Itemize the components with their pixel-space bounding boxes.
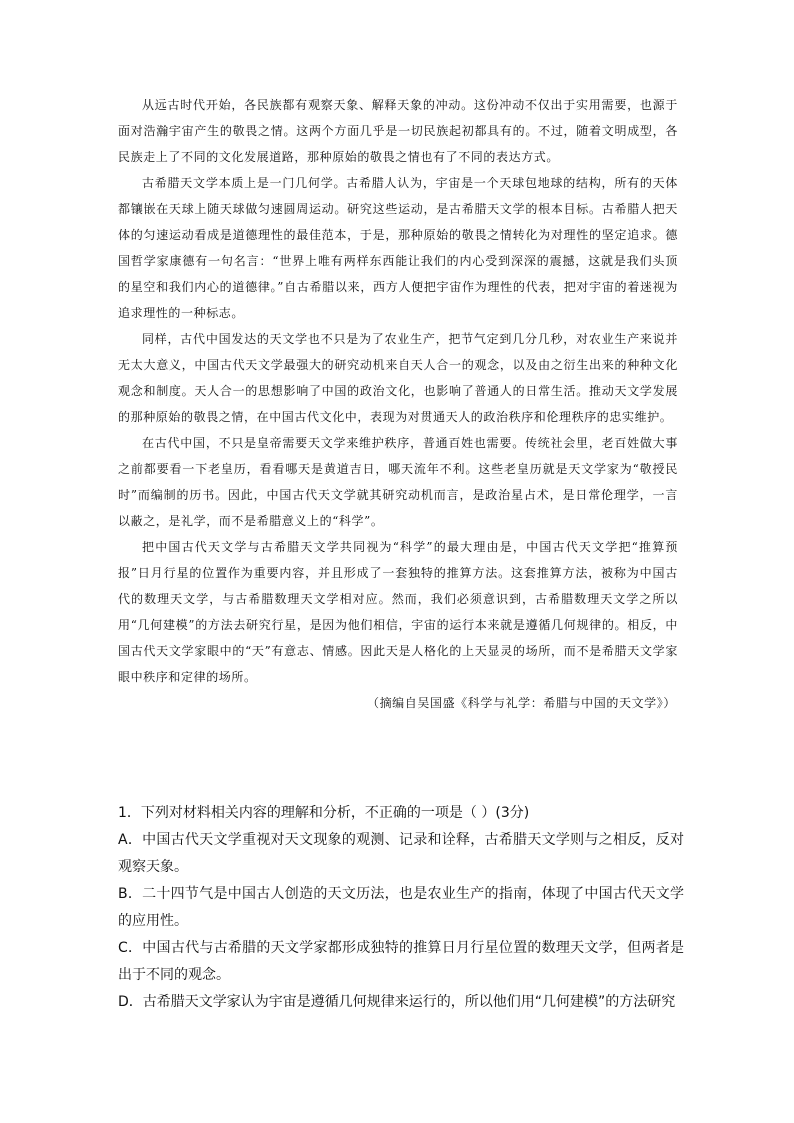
passage-paragraph-4: 在古代中国，不只是皇帝需要天文学来维护秩序，普通百姓也需要。传统社会里，老百姓做大事之前都要看一下老皇历，看看哪天是黄道吉日，哪天流年不利。这些老皇历就是天文学家为“敬授民时”而编制的历书。因此，中国古代天文学就其研究动机而言，是政治星占术，是日常伦理学，一言以蔽之，是礼学，而不是希腊意义上的“科学”。	[118, 436, 678, 528]
question-stem: 1．下列对材料相关内容的理解和分析，不正确的一项是（ ）(3分)	[118, 805, 530, 821]
passage-paragraph-5: 把中国古代天文学与古希腊天文学共同视为“科学”的最大理由是，中国古代天文学把“推算预报”日月行星的位置作为重要内容，并且形成了一套独特的推算方法。这套推算方法，被称为中国古代的数理天文学，与古希腊数理天文学相对应。然而，我们必须意识到，古希腊数理天文学之所以用“几何建模”的方法去研究行星，是因为他们相信，宇宙的运行本来就是遵循几何规律的。相反，中国古代天文学家眼中的“天”有意志、情感。因此天是人格化的上天显灵的场所，而不是希腊天文学家眼中秩序和定律的场所。	[118, 540, 678, 684]
option-d: D．古希腊天文学家认为宇宙是遵循几何规律来运行的，所以他们用“几何建模”的方法研究	[118, 994, 676, 1010]
option-c: C．中国古代与古希腊的天文学家都形成独特的推算日月行星位置的数理天文学，但两者是出于不同的观念。	[118, 940, 684, 983]
option-a: A．中国古代天文学重视对天文现象的观测、记录和诠释，古希腊天文学则与之相反，反对观察天象。	[118, 832, 684, 875]
question-block	[118, 800, 684, 1016]
reading-passage	[118, 92, 678, 716]
passage-paragraph-3: 同样，古代中国发达的天文学也不只是为了农业生产，把节气定到几分几秒，对农业生产来说并无太大意义，中国古代天文学最强大的研究动机来自天人合一的观念，以及由之衍生出来的种种文化观念和制度。天人合一的思想影响了中国的政治文化，也影响了普通人的日常生活。推动天文学发展的那种原始的敬畏之情，在中国古代文化中，表现为对贯通天人的政治秩序和伦理秩序的忠实维护。	[118, 332, 678, 424]
passage-source-citation: （摘编自吴国盛《科学与礼学：希腊与中国的天文学》）	[366, 696, 676, 710]
passage-paragraph-2: 古希腊天文学本质上是一门几何学。古希腊人认为，宇宙是一个天球包地球的结构，所有的天体都镶嵌在天球上随天球做匀速圆周运动。研究这些运动，是古希腊天文学的根本目标。古希腊人把天体的匀速运动看成是道德理性的最佳范本，于是，那种原始的敬畏之情转化为对理性的坚定追求。德国哲学家康德有一句名言：“世界上唯有两样东西能让我们的内心受到深深的震撼，这就是我们头顶的星空和我们内心的道德律。”自古希腊以来，西方人便把宇宙作为理性的代表，把对宇宙的着迷视为追求理性的一种标志。	[118, 176, 678, 320]
option-b: B．二十四节气是中国古人创造的天文历法，也是农业生产的指南，体现了中国古代天文学的应用性。	[118, 886, 684, 929]
passage-paragraph-1: 从远古时代开始，各民族都有观察天象、解释天象的冲动。这份冲动不仅出于实用需要，也源于面对浩瀚宇宙产生的敬畏之情。这两个方面几乎是一切民族起初都具有的。不过，随着文明成型，各民族走上了不同的文化发展道路，那种原始的敬畏之情也有了不同的表达方式。	[118, 98, 678, 164]
